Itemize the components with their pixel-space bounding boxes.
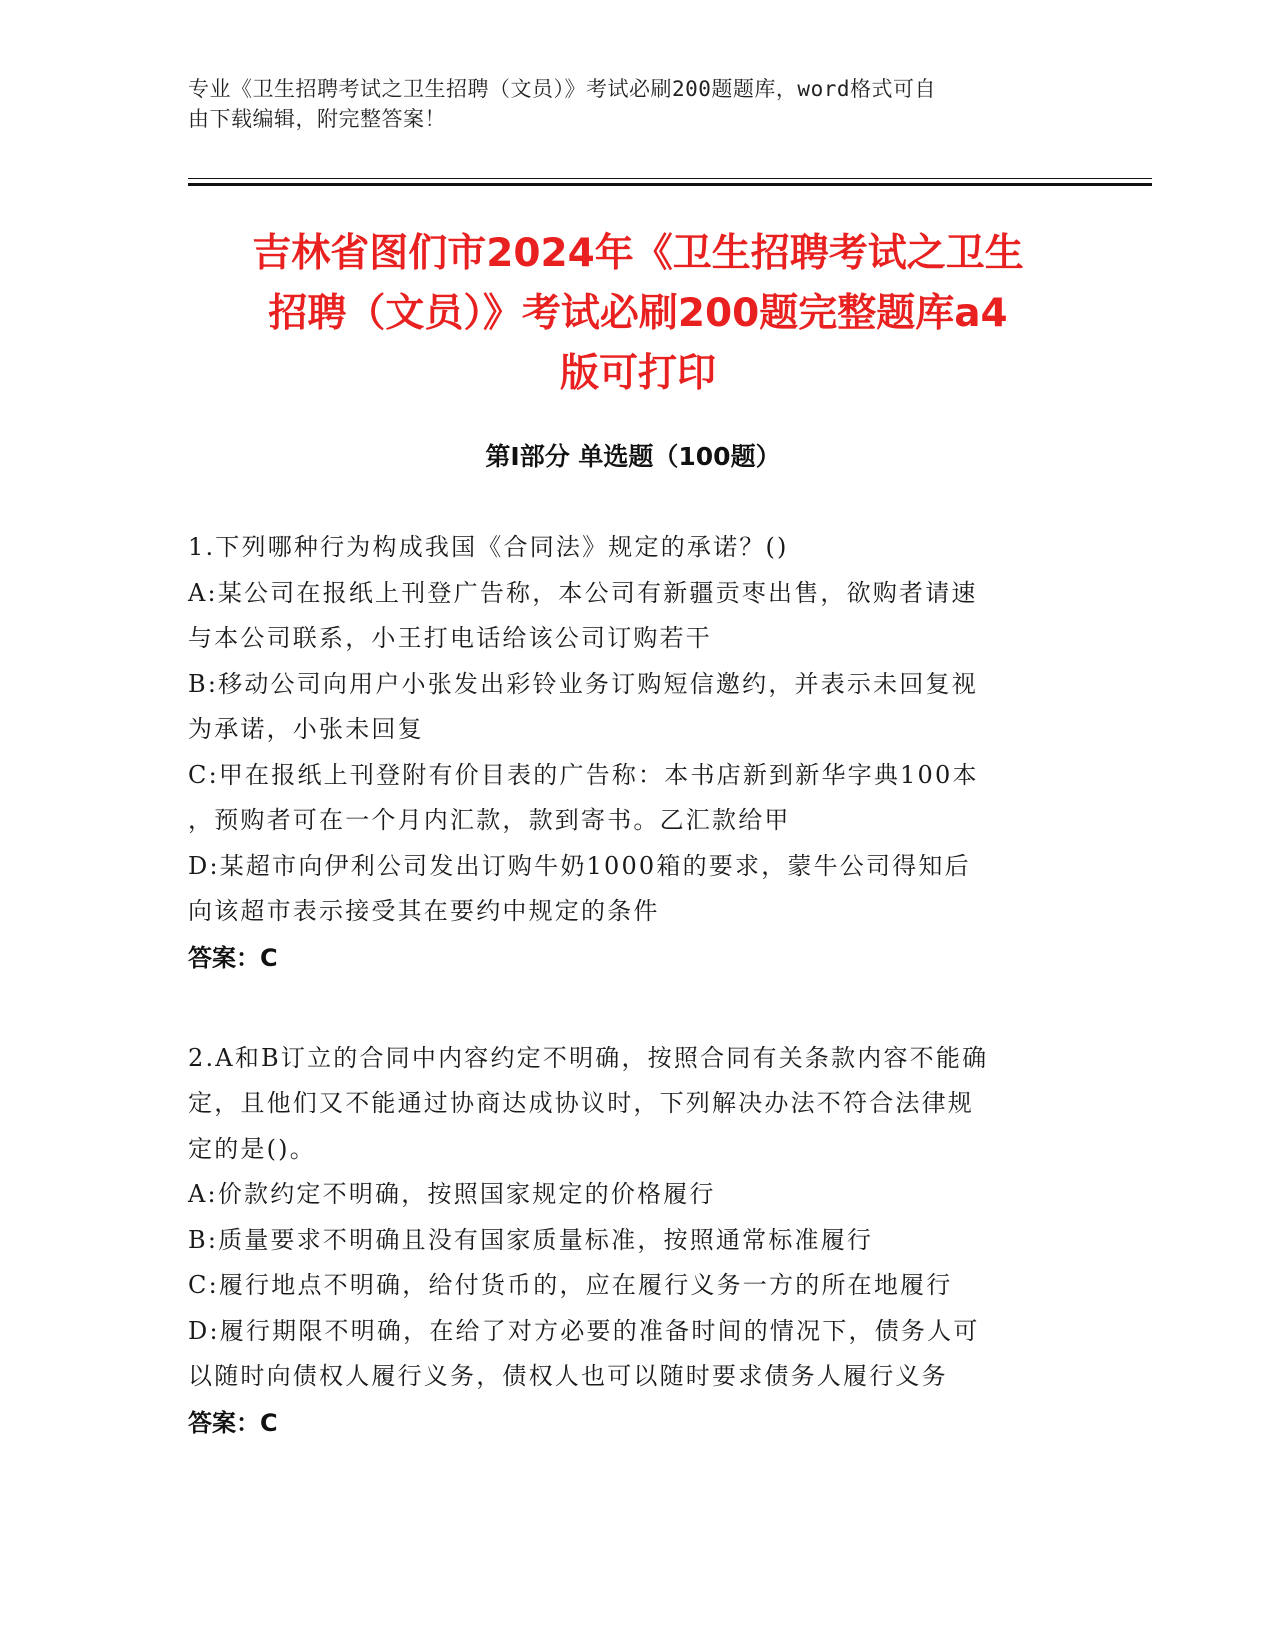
option-b-continued: 为承诺，小张未回复: [188, 715, 424, 743]
option-b: B:质量要求不明确且没有国家质量标准，按照通常标准履行: [188, 1225, 874, 1254]
question-2: [188, 1036, 1088, 1446]
option-a-continued: 与本公司联系，小王打电话给该公司订购若干: [188, 624, 712, 652]
question-stem: 1.下列哪种行为构成我国《合同法》规定的承诺？(): [188, 533, 789, 561]
title-line: 吉林省图们市2024年《卫生招聘考试之卫生: [252, 231, 1024, 276]
option-d: D:某超市向伊利公司发出订购牛奶1000箱的要求，蒙牛公司得知后: [188, 851, 971, 880]
option-a: A:某公司在报纸上刊登广告称，本公司有新疆贡枣出售，欲购者请速: [188, 578, 978, 607]
header-note-line: 由下载编辑，附完整答案！: [188, 107, 446, 131]
question-stem-continued: 定的是()。: [188, 1134, 316, 1163]
option-b: B:移动公司向用户小张发出彩铃业务订购短信邀约，并表示未回复视: [188, 669, 978, 698]
option-c-continued: ，预购者可在一个月内汇款，款到寄书。乙汇款给甲: [188, 806, 791, 834]
question-stem: 2.A和B订立的合同中内容约定不明确，按照合同有关条款内容不能确: [188, 1043, 989, 1072]
header-note: [188, 74, 1088, 134]
header-divider-thin: [188, 178, 1152, 179]
header-divider-thick: [188, 183, 1152, 186]
title-line: 版可打印: [559, 351, 716, 396]
answer: 答案：C: [188, 1408, 278, 1437]
question-list: [188, 525, 1088, 1501]
option-d: D:履行期限不明确，在给了对方必要的准备时间的情况下，债务人可: [188, 1316, 980, 1345]
option-a: A:价款约定不明确，按照国家规定的价格履行: [188, 1180, 716, 1208]
option-c: C:甲在报纸上刊登附有价目表的广告称：本书店新到新华字典100本: [188, 760, 979, 789]
answer: 答案：C: [188, 943, 278, 972]
question-1: [188, 525, 1088, 981]
document-title: [178, 224, 1098, 404]
option-d-continued: 向该超市表示接受其在要约中规定的条件: [188, 897, 660, 925]
question-stem-continued: 定，且他们又不能通过协商达成协议时，下列解决办法不符合法律规: [188, 1089, 974, 1117]
header-note-line: 专业《卫生招聘考试之卫生招聘（文员）》考试必刷200题题库，word格式可自: [188, 77, 936, 101]
title-line: 招聘（文员）》考试必刷200题完整题库a4: [268, 291, 1008, 336]
option-c: C:履行地点不明确，给付货币的，应在履行义务一方的所在地履行: [188, 1271, 953, 1299]
option-d-continued: 以随时向债权人履行义务，债权人也可以随时要求债务人履行义务: [188, 1362, 948, 1390]
section-heading: 第Ⅰ部分 单选题（100题）: [485, 442, 781, 471]
